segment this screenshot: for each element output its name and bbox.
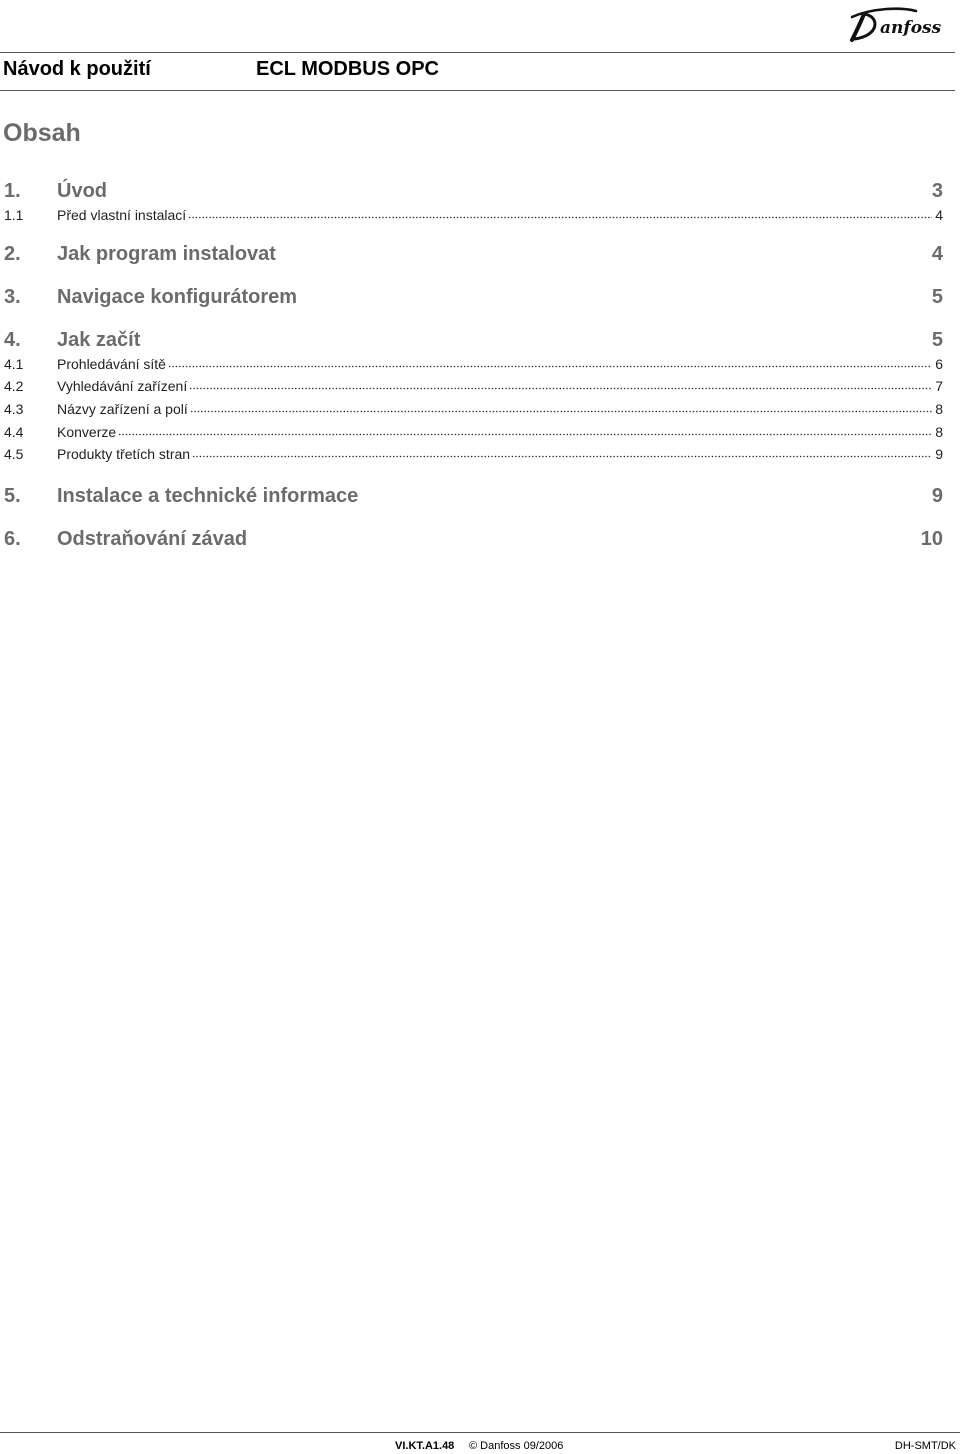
toc-entry-number: 2.	[4, 243, 21, 265]
toc-leader-dots	[168, 365, 932, 368]
toc-heading: Obsah	[3, 119, 81, 147]
toc-entry-number: 1.1	[4, 207, 24, 223]
toc-entry-title: Úvod	[57, 180, 107, 202]
toc-leader-dots	[118, 433, 932, 436]
toc-entry-number: 4.5	[4, 446, 24, 462]
toc-entry[interactable]	[4, 207, 943, 223]
toc-leader-dots	[190, 410, 932, 413]
toc-entry-number: 6.	[4, 528, 21, 550]
toc-entry-page: 7	[935, 378, 943, 394]
toc-entry-page: 9	[935, 446, 943, 462]
svg-text:anfoss: anfoss	[880, 18, 942, 38]
toc-entry-title: Názvy zařízení a polí	[57, 401, 188, 417]
danfoss-logo	[846, 2, 958, 46]
toc-entry-page: 5	[931, 329, 943, 351]
toc-leader-dots	[188, 216, 932, 219]
toc-entry[interactable]	[4, 378, 943, 394]
toc-entry[interactable]	[4, 180, 943, 203]
toc-entry-page: 3	[931, 180, 943, 202]
toc-entry-number: 3.	[4, 286, 21, 308]
header-rule	[0, 90, 955, 91]
toc-entry-number: 4.4	[4, 424, 24, 440]
toc-entry-page: 5	[931, 286, 943, 308]
toc-entry[interactable]	[4, 485, 943, 508]
toc-entry-page: 4	[935, 207, 943, 223]
toc-entry-number: 1.	[4, 180, 21, 202]
toc-entry-title: Konverze	[57, 424, 117, 440]
toc-leader-dots	[189, 387, 932, 390]
toc-entry-title: Navigace konfigurátorem	[57, 286, 298, 308]
toc-entry[interactable]	[4, 528, 943, 551]
toc-entry-title: Jak program instalovat	[57, 243, 276, 265]
toc-entry-number: 4.2	[4, 378, 24, 394]
top-rule	[0, 52, 955, 53]
footer-rule	[0, 1432, 960, 1433]
toc-entry-page: 10	[920, 528, 943, 550]
toc-entry-page: 9	[931, 485, 943, 507]
toc-entry-number: 5.	[4, 485, 21, 507]
toc-entry-title: Prohledávání sítě	[57, 356, 166, 372]
toc-entry-number: 4.	[4, 329, 21, 351]
toc-entry-page: 6	[935, 356, 943, 372]
toc-entry[interactable]	[4, 329, 943, 352]
toc-entry[interactable]	[4, 356, 943, 372]
toc-entry-page: 8	[935, 424, 943, 440]
toc-entry-number: 4.3	[4, 401, 24, 417]
department-code: DH-SMT/DK	[894, 1440, 956, 1452]
document-type: Návod k použití	[3, 58, 151, 80]
toc-entry-page: 8	[935, 401, 943, 417]
toc-entry-title: Vyhledávání zařízení	[57, 378, 188, 394]
document-code: VI.KT.A1.48	[395, 1440, 455, 1452]
toc-entry-title: Odstraňování závad	[57, 528, 248, 550]
toc-entry-page: 4	[931, 243, 943, 265]
toc-entry-title: Produkty třetích stran	[57, 446, 191, 462]
toc-entry[interactable]	[4, 243, 943, 266]
toc-entry[interactable]	[4, 446, 943, 462]
toc-entry[interactable]	[4, 424, 943, 440]
toc-entry[interactable]	[4, 286, 943, 309]
copyright-notice: © Danfoss 09/2006	[469, 1440, 564, 1452]
toc-entry-title: Instalace a technické informace	[57, 485, 359, 507]
toc-leader-dots	[192, 455, 932, 458]
toc-entry-title: Před vlastní instalací	[57, 207, 187, 223]
toc-entry[interactable]	[4, 401, 943, 417]
toc-entry-number: 4.1	[4, 356, 24, 372]
toc-entry-title: Jak začít	[57, 329, 141, 351]
product-name: ECL MODBUS OPC	[256, 58, 439, 80]
